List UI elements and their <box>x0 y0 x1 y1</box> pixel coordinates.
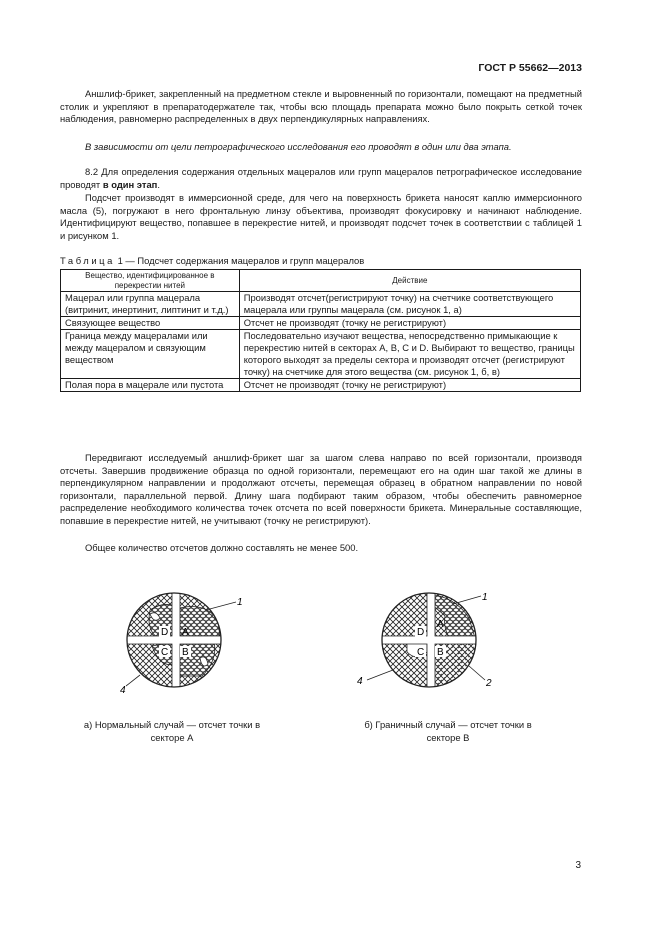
figure-b-sector-a: A <box>437 619 444 630</box>
table-row <box>61 317 581 330</box>
table-cell: Отсчет не производят (точку не регистрируют) <box>239 379 580 392</box>
figure-b-diagram <box>345 580 505 700</box>
figure-b-callout-2: 2 <box>486 678 492 689</box>
paragraph-stages-note: В зависимости от цели петрографического исследования его проводят в один или два этапа. <box>85 141 512 152</box>
figure-b-sector-d: D <box>417 627 425 638</box>
table-row <box>61 330 581 379</box>
figure-b-callout-4: 4 <box>357 676 363 687</box>
page-number: 3 <box>575 860 581 871</box>
figure-b-sector-c: C <box>417 647 425 658</box>
paragraph-traverse: Передвигают исследуемый аншлиф-брикет шаг за шагом слева направо по всей горизонтали, производя отсчеты. Завершив продвижение образца по одной горизонтали, перемещают его на один шаг такой же длины в перпендикулярном направлении и продолжают отсчеты, перемещая образец в обратном направлении по новой горизонтали, параллельной первой. Длину шага подбирают таким образом, чтобы обеспечить равномерное распределение необходимого количества точек отсчета по всей поверхности брикета. Минеральные составляющие, попавшие в перекрестие нитей, не учитывают (точку не регистрируют). <box>60 452 582 526</box>
table-cell: Полая пора в мацерале или пустота <box>61 379 240 392</box>
table-cell: Связующее вещество <box>61 317 240 330</box>
figure-a-callout-4: 4 <box>120 685 126 696</box>
table-header-substance: Вещество, идентифицированное в перекрестии нитей <box>61 270 240 292</box>
figure-a-callout-1: 1 <box>237 597 243 608</box>
table-cell: Мацерал или группа мацерала (витринит, инертинит, липтинит и т.д.) <box>61 292 240 317</box>
paragraph-immersion-count: Подсчет производят в иммерсионной среде, для чего на поверхность брикета наносят каплю иммерсионного масла (5), погружают в него фронтальную линзу объектива, производят фокусировку и начинают наблюдение. Идентифицируют вещество, попавшее в перекрестие нитей, и производят подсчет точек в соответствии с таблицей 1 и рисунком 1. <box>60 192 582 241</box>
table-row <box>61 292 581 317</box>
figure-b-callout-1: 1 <box>482 592 488 603</box>
figure-a-diagram <box>110 580 260 700</box>
figure-b-leader-4 <box>367 670 393 680</box>
maceral-count-table <box>60 269 581 392</box>
table-cell: Последовательно изучают вещества, непосредственно примыкающие к перекрестию нитей в секторах А, В, С и D. Выбирают то вещество, границы которого выходят за пределы сектора и производят отсчет (регистрируют точку) на счетчике для этого вещества (см. рисунок 1, б, в) <box>239 330 580 379</box>
paragraph-minimum-count: Общее количество отсчетов должно составлять не менее 500. <box>85 542 359 553</box>
table-caption <box>60 255 364 266</box>
table-cell: Производят отсчет(регистрируют точку) на счетчике соответствующего мацерала или группы мацерала (см. рисунок 1, а) <box>239 292 580 317</box>
table-row <box>61 379 581 392</box>
figure-a-sector-a: A <box>182 627 189 638</box>
paragraph-sample-mounting: Аншлиф-брикет, закрепленный на предметном стекле и выровненный по горизонтали, помещают на предметный столик и укрепляют в препаратодержателе так, чтобы всю площадь препарата можно было покрыть сеткой точек наблюдения, равномерно распределенных в двух перпендикулярных направлениях. <box>60 88 582 125</box>
figure-a-sector-b: B <box>182 647 189 658</box>
figure-b-leader-1 <box>453 596 481 604</box>
paragraph-8-2 <box>60 166 582 191</box>
table-cell: Граница между мацералами или между мацералом и связующим веществом <box>61 330 240 379</box>
figure-b-sector-b: B <box>437 647 444 658</box>
p82-end: . <box>157 178 160 190</box>
figure-a-sector-c: C <box>161 647 169 658</box>
figure-a-caption: а) Нормальный случай — отсчет точки в секторе А <box>83 719 261 743</box>
figure-b-caption: б) Граничный случай — отсчет точки в секторе В <box>364 719 532 743</box>
figure-a-leader-4 <box>126 675 140 686</box>
figure-b-leader-2 <box>469 666 485 680</box>
table-cell: Отсчет не производят (точку не регистрируют) <box>239 317 580 330</box>
figure-a-leader-1 <box>206 602 236 610</box>
table-header-action: Действие <box>239 270 580 292</box>
table-caption-prefix: Таблица <box>60 255 115 266</box>
standard-header: ГОСТ Р 55662—2013 <box>478 62 582 74</box>
p82-text: 8.2 Для определения содержания отдельных мацералов или групп мацералов петрографическое исследование проводят <box>60 166 582 190</box>
figure-a-sector-d: D <box>161 627 169 638</box>
p82-bold: в один этап <box>102 178 158 190</box>
table-caption-text: 1 — Подсчет содержания мацералов и групп мацералов <box>114 255 365 266</box>
